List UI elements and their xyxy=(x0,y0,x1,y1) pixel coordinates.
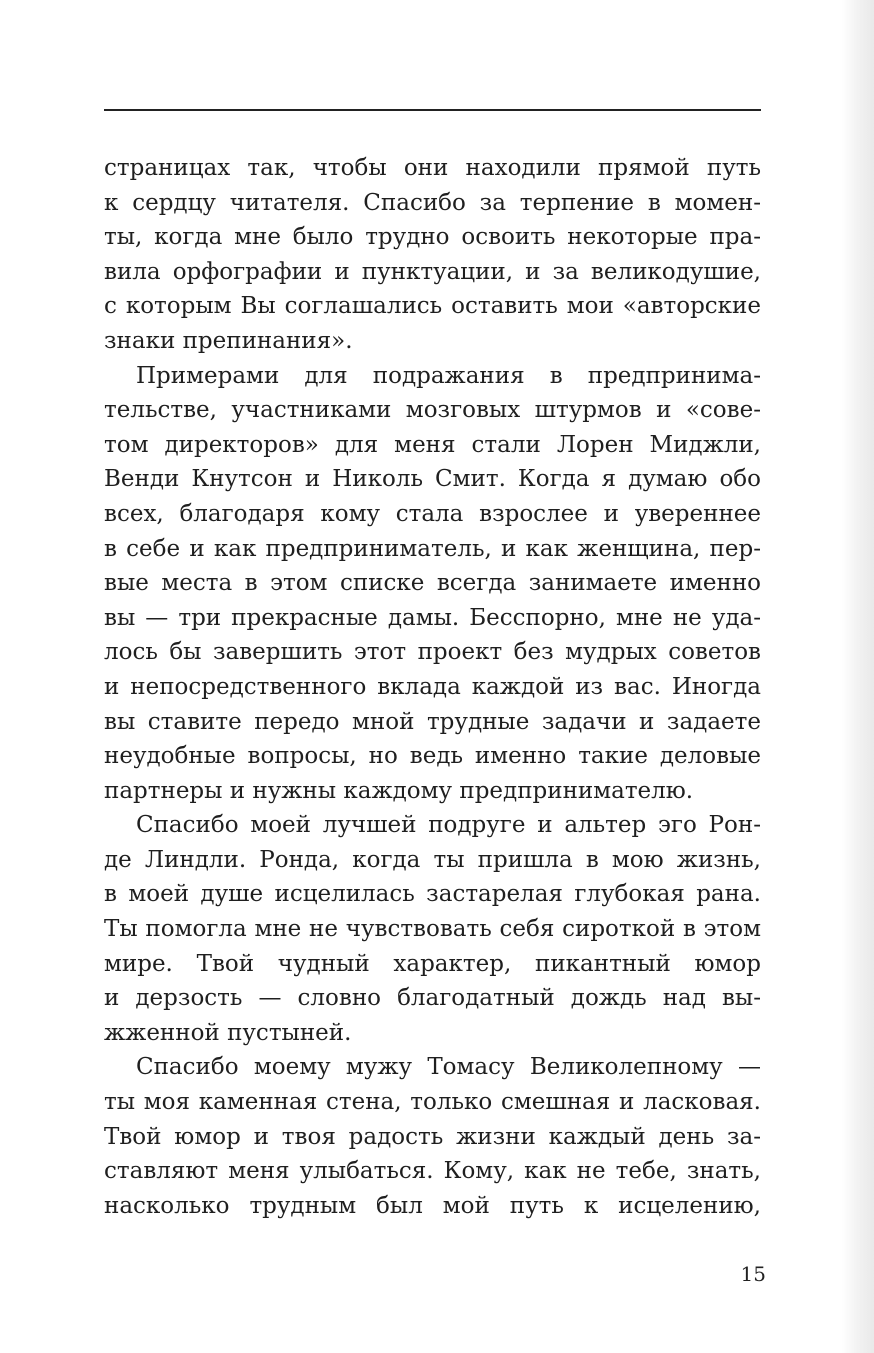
text-line: и непосредственного вклада каждой из вас. Иногда xyxy=(104,673,761,700)
text-line: партнеры и нужны каждому предпринимателю. xyxy=(104,777,694,804)
text-line: Спасибо моей лучшей подруге и альтер эго Рон- xyxy=(136,812,761,839)
text-line: жженной пустыней. xyxy=(104,1019,352,1046)
text-line: Спасибо моему мужу Томасу Великолепному — xyxy=(136,1054,761,1081)
text-line: в себе и как предприниматель, и как женщина, пер- xyxy=(104,535,761,562)
text-line: всех, благодаря кому стала взрослее и увереннее xyxy=(104,500,761,527)
text-line: тельстве, участниками мозговых штурмов и «сове- xyxy=(104,397,761,424)
text-line: насколько трудным был мой путь к исцелению, xyxy=(104,1192,761,1219)
text-line: лось бы завершить этот проект без мудрых советов xyxy=(104,639,761,666)
text-line: вы — три прекрасные дамы. Бесспорно, мне не уда- xyxy=(104,604,761,631)
text-line: с которым Вы соглашались оставить мои «авторские xyxy=(104,293,761,320)
text-line: Ты помогла мне не чувствовать себя сироткой в этом xyxy=(104,916,761,943)
text-line: Венди Кнутсон и Николь Смит. Когда я думаю обо xyxy=(104,466,761,493)
text-line: вы ставите передо мной трудные задачи и задаете xyxy=(104,708,761,735)
text-line: мире. Твой чудный характер, пикантный юмор xyxy=(104,950,761,977)
text-line: вила орфографии и пунктуации, и за великодушие, xyxy=(104,258,761,285)
text-line: неудобные вопросы, но ведь именно такие деловые xyxy=(104,743,761,770)
text-line: ставляют меня улыбаться. Кому, как не тебе, знать, xyxy=(104,1158,761,1185)
text-line: страницах так, чтобы они находили прямой путь xyxy=(104,155,761,181)
body-text xyxy=(104,151,761,1223)
text-line: и дерзость — словно благодатный дождь над вы- xyxy=(104,985,761,1012)
text-line: Примерами для подражания в предпринима- xyxy=(136,362,761,389)
text-line: к сердцу читателя. Спасибо за терпение в момен- xyxy=(104,189,761,216)
text-line: вые места в этом списке всегда занимаете именно xyxy=(104,570,761,597)
header-rule xyxy=(104,109,761,111)
page-edge-shadow xyxy=(842,0,874,1353)
text-line: ты, когда мне было трудно освоить некоторые пра- xyxy=(104,224,761,251)
text-line: знаки препинания». xyxy=(104,327,353,354)
text-line: в моей душе исцелилась застарелая глубокая рана. xyxy=(104,881,761,908)
text-line: том директоров» для меня стали Лорен Миджли, xyxy=(104,431,761,458)
text-line: де Линдли. Ронда, когда ты пришла в мою жизнь, xyxy=(104,846,761,873)
page-number: 15 xyxy=(740,1262,766,1286)
text-line: ты моя каменная стена, только смешная и ласковая. xyxy=(104,1089,761,1116)
text-line: Твой юмор и твоя радость жизни каждый день за- xyxy=(104,1123,761,1150)
